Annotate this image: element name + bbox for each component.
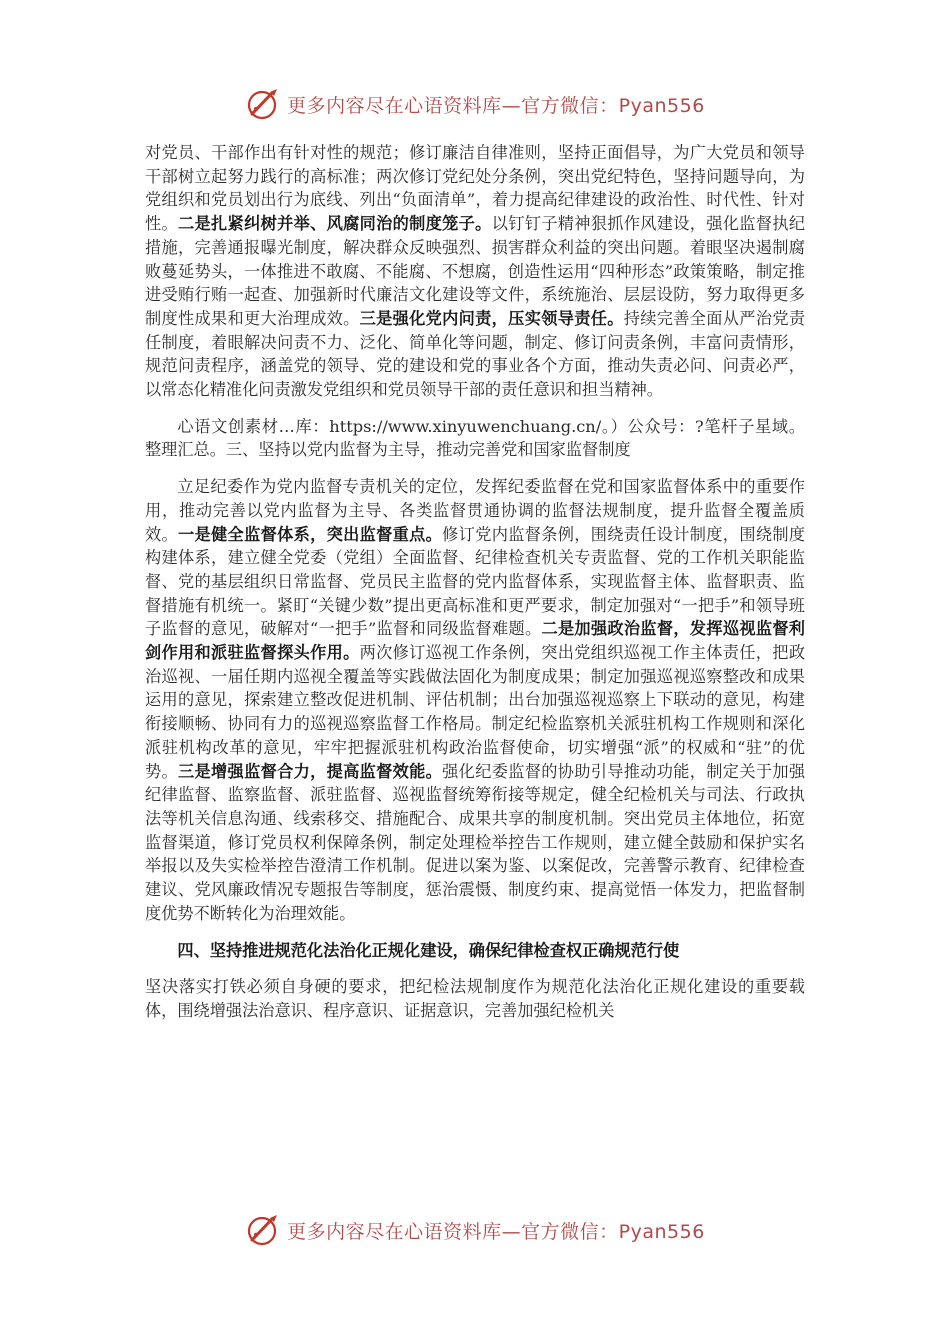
- paragraph-2: 心语文创素材…库：https://www.xinyuwenchuang.cn/。）公众号：?笔杆子星域。整理汇总。三、坚持以党内监督为主导，推动完善党和国家监督制度: [145, 416, 805, 460]
- paragraph-4: 坚决落实打铁必须自身硬的要求，把纪检法规制度作为规范化法治化正规化建设的重要载体，围绕增强法治意识、程序意识、证据意识，完善加强纪检机关: [145, 977, 805, 1020]
- bold-point: 三是增强监督合力，提高监督效能。: [178, 761, 443, 781]
- bold-point: 一是健全监督体系，突出监督重点。: [178, 524, 443, 544]
- section-heading-4: 四、坚持推进规范化法治化正规化建设，确保纪律检查权正确规范行使: [177, 940, 680, 960]
- bold-point: 二是加强政治监督，发挥巡视监督利剑作用和派驻监督探头作用。: [145, 619, 805, 663]
- document-body: [145, 141, 805, 1023]
- banner-text: 更多内容尽在心语资料库—官方微信：Pyan556: [287, 94, 705, 117]
- footer-banner: [0, 1210, 950, 1250]
- brush-logo-icon: [245, 87, 281, 121]
- bold-point: 二是扎紧纠树并举、风腐同治的制度笼子。: [178, 214, 492, 234]
- bold-point: 三是强化党内问责，压实领导责任。: [359, 308, 624, 328]
- paragraph-3: 立足纪委作为党内监督专责机关的定位，发挥纪委监督在党和国家监督体系中的重要作用，推动完善以党内监督为主导、各类监督贯通协调的监督法规制度，提升监督全覆盖质效。一是健全监督体系，突出监督重点。修订党内监督条例，围绕责任设计制度，围绕制度构建体系，建立健全党委（党组）全面监督、纪律检查机关专责监督、党的工作机关职能监督、党的基层组织日常监督、党员民主监督的党内监督体系，实现监督主体、监督职责、监督措施有机统一。紧盯“关键少数”提出更高标准和更严要求，制定加强对“一把手”和领导班子监督的意见，破解对“一把手”监督和同级监督难题。二是加强政治监督，发挥巡视监督利剑作用和派驻监督探头作用。两次修订巡视工作条例，突出党组织巡视工作主体责任，把政治巡视、一届任期内巡视全覆盖等实践做法固化为制度成果；制定加强巡视巡察整改和成果运用的意见，探索建立整改促进机制、评估机制；出台加强巡视巡察上下联动的意见，构建衔接顺畅、协同有力的巡视巡察监督工作格局。制定纪检监察机关派驻机构工作规则和深化派驻机构改革的意见，牢牢把握派驻机构政治监督使命，切实增强“派”的权威和“驻”的优势。三是增强监督合力，提高监督效能。强化纪委监督的协助引导推动功能，制定关于加强纪律监督、监察监督、派驻监督、巡视监督统筹衔接等规定，健全纪检机关与司法、行政执法等机关信息沟通、线索移交、措施配合、成果共享的制度机制。突出党员主体地位，拓宽监督渠道，修订党员权利保障条例，制定处理检举控告工作规则，建立健全鼓励和保护实名举报以及失实检举控告澄清工作机制。促进以案为鉴、以案促改，完善警示教育、纪律检查建议、党风廉政情况专题报告等制度，惩治震慑、制度约束、提高觉悟一体发力，把监督制度优势不断转化为治理效能。: [145, 477, 806, 923]
- header-banner: [0, 84, 950, 124]
- brush-logo-icon: [245, 1213, 281, 1247]
- banner-text: 更多内容尽在心语资料库—官方微信：Pyan556: [287, 1220, 705, 1243]
- paragraph-1: 对党员、干部作出有针对性的规范；修订廉洁自律准则，坚持正面倡导，为广大党员和领导干部树立起努力践行的高标准；两次修订党纪处分条例，突出党纪特色，坚持问题导向，为党组织和党员划出行为底线、列出“负面清单”，着力提高纪律建设的政治性、时代性、针对性。二是扎紧纠树并举、风腐同治的制度笼子。以钉钉子精神狠抓作风建设，强化监督执纪措施，完善通报曝光制度，解决群众反映强烈、损害群众利益的突出问题。着眼坚决遏制腐败蔓延势头，一体推进不敢腐、不能腐、不想腐，创造性运用“四种形态”政策策略，制定推进受贿行贿一起查、加强新时代廉洁文化建设等文件，系统施治、层层设防，努力取得更多制度性成果和更大治理成效。三是强化党内问责，压实领导责任。持续完善全面从严治党责任制度，着眼解决问责不力、泛化、简单化等问题，制定、修订问责条例，丰富问责情形，规范问责程序，涵盖党的领导、党的建设和党的事业各个方面，推动失责必问、问责必严，以常态化精准化问责激发党组织和党员领导干部的责任意识和担当精神。: [145, 143, 806, 400]
